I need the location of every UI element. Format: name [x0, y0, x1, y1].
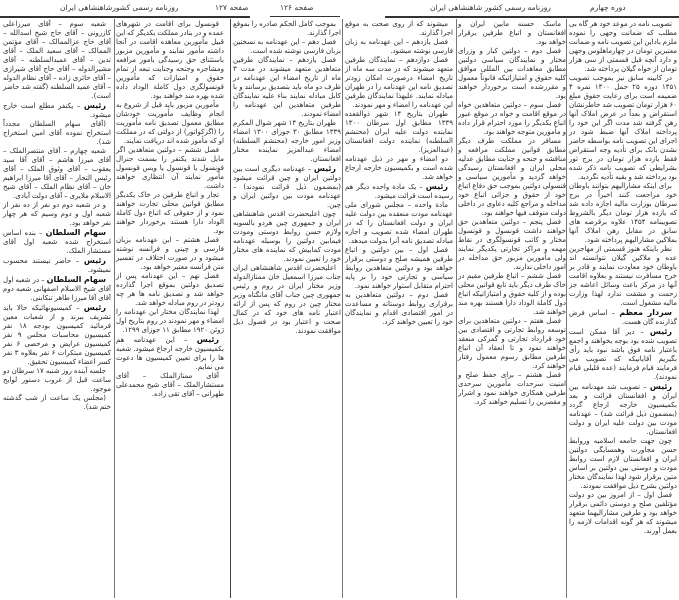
paragraph — [116, 146, 224, 191]
paragraph-text: شعبه چهارم – آقای منتصرالملک – آقای میرزا هاشم – آقای آقا سید یعقوب – آقای وثوق الملک – آقای رئیس التجار – آقای آقا میرزا ابراهیم خان – آقای نظام الملک – آقای شیخ الاسلام ملایری – آقای دولت آبادی. — [3, 147, 111, 200]
paragraph — [233, 264, 341, 336]
paragraph — [3, 394, 111, 412]
paragraph-text: فصل دوازدهم – نمایندگان طرفین متعهد میشوند که در مدت سه ماه از تاریخ امضاء درصورت امکان زودتر تصدیق نامه این عهدنامه را در طهران مبادله نمایند. علیهذا نمایندگان طرفین این عهدنامه را امضاء و مهر نمودند. — [345, 56, 453, 109]
paragraph-text: – کمیسیونهائیکه حالا باید تشریف ببرند و از شعبات معین فرمائید کمیسیون بودجه ۱۸ نفر کمیسیون محاسبات مجلس ۹ نفر کمیسیون عرایض و مرخصی ۶ نفر کمیسیون مبتکرات ۶ نفر بعلاوه ۳ نفر کسر اعضاء کمیسیون تحقیق. — [3, 304, 112, 366]
paragraph-text: فصل یازدهم – نمایندگان طرفین متعاهدین متعهد میشوند در مدت ۳ ماه از تاریخ امضاء این عهدنامه در ظرف دو ماه باید بتصدیق برسانند و با کابل مبادله نمایند بناء علیه نمایندگان طرفین متعاهدین این عهدنامه را امضاء نمودند. — [233, 56, 341, 118]
paragraph — [233, 164, 341, 210]
paragraph — [116, 272, 224, 308]
paragraph — [3, 147, 111, 201]
header-rule — [385, 16, 679, 18]
column-divider — [566, 19, 567, 598]
paragraph-text: فصل اول – بین دولتین و اتباع طرفین همیشه صلح و دوستی برقرار خواهد بود و دولتین متعاهدین روابط سیاسی و تجارتی خود را بر پایه احترام متقابل استوار خواهند نمود. — [345, 246, 453, 290]
paragraph — [569, 20, 677, 74]
paragraph-text: لهذا نمایندگان مختار این عهدنامه را امضاء و مهر نمودند در روم بتاریخ اول ژوئن ۱۹۲۰ مطابق ۱۱ جوزای ۱۲۹۹. — [116, 308, 224, 334]
header-rule — [0, 16, 250, 18]
speaker-name: رئیس — [649, 327, 672, 336]
article-column — [345, 20, 453, 327]
paragraph — [458, 218, 566, 272]
paragraph — [569, 74, 677, 182]
paragraph-text: مادة واحده – مجلس شورای ملی عهدنامه مودت منعقده بین دولت علیه ایران و دولت افغانستان را که در طهران امضاء شده تصویب و اجازه مبادله تصدیق نامه آنرا بدولت میدهد. — [345, 201, 453, 245]
paragraph-text: – یک مادة واحده دیگر هم رسیده است قرائت میشود. — [345, 183, 453, 200]
paragraph — [3, 275, 111, 303]
page-divider — [230, 19, 231, 598]
paragraph — [458, 272, 566, 317]
paragraph-text: در کابینه سابق نیز بموجب تصویب ۱۴۵۱ دوره ۲۵ حمل ۱۳۰۰ نمره ۴ ضمیمه است برای رعایت حقوق مبلغ ۶۰ هزار تومان تصویب شد خاطرنشان استقراض و بعداً در عرض املاک آنها رهن گرفته شد مدت اگر این خود را پرداخته املاک آنها ضبط شود در اجرای این تصویب نامه بواسطه حاضر نشدن بانک برای تأدیه وجه استقراض فقط یازده هزار تومان در برج ثور بشرایطی که تصویب نامه ذکر شده بود پرداخته شد و بقیه تأدیه نگردید. — [569, 74, 677, 181]
paragraph-text: چون اعلیحضرت اقدس شاهنشاهی ایران و جمهوری چین هردو بالسویه ولازم حسن روابط دوستی ومودت فیمابین دولتین را بوسیله عهدنامه مودت کمابیش که نماینده های مختار خود را تعیین نمودند. — [233, 210, 341, 263]
paragraph — [116, 335, 224, 372]
paragraph — [569, 382, 677, 437]
paragraph — [116, 236, 224, 272]
paragraph-text: فصل هشتم – برای حفظ صلح و امنیت سرحدات مأمورین سرحدی طرفین همکاری خواهند نمود و اشرار و مقصرین را تسلیم خواهند کرد. — [458, 371, 566, 406]
article-column — [3, 20, 111, 412]
speaker-name: سهام السلطان — [45, 228, 106, 237]
paragraph — [458, 317, 566, 371]
speaker-name: رئیس — [425, 182, 448, 191]
paragraph-text: برای اینکه مشارالیهم بتوانند باوطان خود مراجعت کنند اخیراً در برج سرطان بوزارت مالیه اجازه داده شد که یازده هزار تومان دیگر بالشروط تصویبنامه ۱۴۵۴ علاوه برقرضه های سابق در مقابل رهن املاک آنها بملاکین مشارالیهم پرداخته شود. — [569, 182, 677, 244]
paragraph-text: فصل دوم – دولتین متعاهدین به برقراری روابط دوستانه و مساعدت در امور اقتصادی اقدام و نمایندگان خود را تعیین خواهند کرد. — [345, 291, 453, 326]
column-divider — [456, 19, 457, 598]
paragraph — [345, 155, 453, 182]
paragraph-text: شعبه سوم – آقای میرزاعلی کازرونی – آقای حاج شیخ اسدالله – آقای حاج عزالممالک – آقای مؤتمن الممالک – آقای سعید الملک – آقای تدین – آقای عمیدالسلطنه – آقای مشیرالدوله – آقای حاج آقای شیرازی – آقای حائری زاده – آقای نظام الدوله – آقای عمید السلطنه (گفته شد حاضر است). — [3, 20, 111, 100]
paragraph-text: و در شعبه دوم دو نفر از ده نفر از شعبه اول و دوم وسیم که هر چهار نفر خواهد بود. — [3, 201, 111, 227]
paragraph-text: اعلیحضرت اقدس شاهنشاهی ایران جناب میرزا اسمعیل خان ممتازالدوله وزیر مختار ایران در روم و رئیس جمهوری چین جناب آقای مانگتاه وزیر مختار چین در روم که پس از ارائه اعتبار نامه های خود که در کمال صحت و اعتبار بود در فصول ذیل موافقت نمودند. — [233, 264, 341, 335]
paragraph-text: بموجب کامل الحکم صادره را بموقع اجرا گذارند. — [233, 20, 341, 37]
header-rule — [270, 16, 340, 17]
paragraph — [569, 437, 677, 491]
article-column — [233, 20, 341, 336]
paragraph-text: فصل ششم – اتباع طرفین مقیم در خاک طرف دیگر باید تابع قوانین محلی بوده و از کلیه حقوق و امتیازاتیکه اتباع دول کاملة الوداد دارا هستند بهره مند خواهند شد. — [458, 272, 566, 316]
paragraph-text: فصل یازدهم – این عهدنامه به زبان فارسی نوشته میشود. — [345, 38, 453, 55]
paragraph — [345, 246, 453, 291]
paragraph — [345, 110, 453, 155]
article-column — [116, 20, 224, 399]
paragraph — [3, 20, 111, 101]
paragraph — [458, 47, 566, 101]
paragraph — [3, 256, 111, 275]
paragraph — [233, 210, 341, 264]
paragraph-text: فصل نهم – این عهدنامه پس از تصدیق دولتین بموقع اجرا گذارده خواهد شد و تصدیق نامه ها هر چه زودتر در روم مبادله خواهد شد. — [116, 272, 224, 307]
paragraph-text: فصل اول – از امروز بین دو دولت مؤتلفین صلح و دوستی دائمی برقرار خواهد بود و طرفین مشارالیهما متعهد میشوند که هر گونه اقدامات لازمه را بعمل آورند. — [569, 491, 677, 535]
paragraph — [3, 303, 111, 367]
paragraph — [458, 137, 566, 218]
paragraph-text: ماسک حسنه مابین ایران و افغانستان و اتباع طرفین برقرار خواهد بود. — [458, 20, 566, 46]
column-divider — [114, 19, 115, 598]
paragraph — [233, 38, 341, 56]
paragraph — [116, 20, 224, 101]
right-page-title: روزنامه رسمی کشور شاهنشاهی ایران — [430, 3, 551, 12]
paragraph — [345, 20, 453, 38]
paragraph-text: فصل هشتم – این عهدنامه بزبان فارسی و چینی و فرانسه نوشته میشود و در صورت اختلاف در تفسیر متن فرانسه معتبر خواهد بود. — [116, 236, 224, 271]
paragraph-text: تصویب نامه در موعد خود هر گاه بی مطلب که ضمانت وجهی را نموده ملزم باداین این تصویب نامه و ضمانت معتبرین تومان در چهارماهلوس وجهی و دارد آنچه قبل قسمتی از سی هزار تومان از خواه گیلان پرداخته شد. — [569, 20, 677, 73]
paragraph — [116, 308, 224, 335]
paragraph — [458, 20, 566, 47]
paragraph — [116, 191, 224, 236]
paragraph-text: تجار و اتباع طرفین در خاک یکدیگر مطابق قوانین محلی تجارت خواهند نمود و از حقوقی که اتباع دول کاملة الوداد دارا هستند برخوردار خواهند بود. — [116, 191, 224, 235]
paragraph — [458, 371, 566, 407]
paragraph-text: – عهدنامه دیگری است بین دولتین ایران و چین قرائت میشود (بمضمون ذیل قرائت نمودند) – عهدنامه مودت بین دولتین ایران و چین. — [233, 165, 341, 209]
paragraph-text: چون جهت جامعه اسلامیه وروابط حسن مجاورت وهمسایگی دولتین ایران و افغانستان لازم است روابط مودت و دوستی بین دولتین بر اساس متین برقرار شود لهذا نمایندگان مختار دولتین بشرح ذیل موافقت نمودند. — [569, 437, 677, 490]
paragraph — [3, 120, 111, 147]
paragraph-text: – دیر آقا ممکن است تصویب شده بود بوجه بخواهند و اجمع باعتبار نامه فوق باشد نبود باید رأی بگیریم آقایانیکه که تصویب می فرمایند قیام فرمایند (عده قلیلی قیام نمودند). — [569, 328, 677, 381]
speaker-name: رئیس — [196, 335, 219, 344]
paragraph — [233, 20, 341, 38]
paragraph-text: – در شعبه اول آقای شیخ الاسلام اصفهانی شعبه دوم آقای آقا میرزا طاهر تنکابنی. — [3, 276, 111, 302]
paragraph-text: آقای ممتازالملک – آقای مستشارالملک – آقای شیخ محمدعلی طهرانی – آقای تقی زاده. — [116, 372, 224, 398]
paragraph — [116, 372, 224, 399]
paragraph-text: فصل پنجم – دولتین متعاهدین حق خواهند داشت قونسول و قونسول مختار و کاتب قونسولگری در نقاط مهمه و مراکز تجارتی یکدیگر نمایند ولی مأمورین مزبور حق مداخله در امور داخلی ندارند. — [458, 218, 566, 271]
right-page-number: صفحه ۱۲۶ — [280, 3, 314, 12]
paragraph-text: – بنده اساس استخراج شده شعبه اول آقای مستشار الملک. — [3, 229, 111, 255]
paragraph-text: – یکنفر مطلع است خارج میشود. — [3, 102, 111, 119]
paragraph — [345, 291, 453, 327]
speaker-name: رئیس — [83, 101, 106, 110]
paragraph — [458, 101, 566, 137]
paragraph-text: طهران بتاریخ ۱۴ شهر ذوالقعده ۱۳۳۹ مطابق اول سرطان ۱۳۰۰ نماینده دولت علیه ایران (محتشم السلطنه) نماینده دولت افغانستان (عبدالعزیز). — [345, 110, 453, 154]
paragraph — [569, 491, 677, 536]
paragraph-text: – حاضر نیستند محسوب نمیشود. — [3, 257, 111, 274]
paragraph — [3, 101, 111, 120]
paragraph — [116, 101, 224, 146]
paragraph — [345, 182, 453, 201]
paragraph — [569, 308, 677, 327]
paragraph-text: جلسه آینده روز شنبه ۱۷ سرطان دو ساعت قبل از غروب دستور لوایح موجود. — [3, 367, 111, 393]
paragraph-text: (مجلس یک ساعت از شب گذشته ختم شد). — [3, 394, 111, 411]
paragraph-text: فصل دوم – دولتین کبار و وزرای مختار و نمایندگان سیاسی دولتین مطابق معاهدات بین المللی موافق کلیه حقوق و امتیازاتیکه قانوناً معمول و مقررشده است برخوردار خواهند بود. — [458, 47, 566, 100]
speaker-name: رئیس — [649, 382, 672, 391]
paragraph — [569, 182, 677, 245]
speaker-name: سهام السلطان — [46, 275, 106, 284]
paragraph-text: – این عهدنامه هم بکمیسیون خارجه ارجاع میشود. شعبه ها را برای تعیین کمیسیون ها دعوت می نمایم. — [116, 336, 224, 371]
paragraph-text: مسافر در مملکت طرف دیگر مطابق قوانین مملکت مرافعه و مناقشه و جنحه و جنایت مطابق عدلیه محلی ایران و افغانستان رسیدگی خواهد گردید و مأمورین سیاسی و قنسولی دولتین بموجب حق دفاع اتباع خود از حقوق و جزائی اتباع خود مداخله و مراجع کلیه دعاوی در داخلی دولت متوقف فیها خواهند بود. — [458, 137, 566, 217]
paragraph — [3, 228, 111, 256]
paragraph — [345, 201, 453, 246]
column-divider — [342, 19, 343, 598]
paragraph — [3, 367, 111, 394]
paragraph — [569, 327, 677, 382]
paragraph-text: فصل سوم – دولتین متعاهدین خواه در موقع اقامت و خواه در موقع عبور اتباع یکدیگر را مورد احترام قرار داده و مأمورین متوجه خواهند بود. — [458, 101, 566, 136]
paragraph-text: مأمورین مزبور باید قبل از شروع به انجام وظایف مأموریت خودشان مطابق معمول تصدیق نامه مأموریت را (اگزکواتور) از دولتی که در مملکت او که مأمور شده اند دریافت نمایند. — [116, 101, 224, 145]
paragraph — [233, 119, 341, 164]
paragraph — [569, 245, 677, 308]
left-page-title: روزنامه رسمی کشورشاهنشاهی ایران — [60, 3, 179, 12]
paragraph-text: فصل دهم – این عهدنامه به نسختین بزبان فارسی نوشته شده است. — [233, 38, 341, 55]
paragraph-text: فصل ششم – دولتین متعاهدین اگر مایل شدند یکنفر را بسمت جنرال قونسول یا قونسول یا ویس قونسول مأمور نمایند آن انتظاری خواهند داشت. — [116, 146, 224, 190]
speaker-name: رئیس — [83, 303, 106, 312]
article-column — [458, 20, 566, 407]
issue-label: دوره چهارم — [590, 3, 626, 12]
paragraph-text: فصل هفتم – دولتین متعاهدین برای توسعه روابط تجارتی و اقتصادی بین خود قرارداد تجارتی و گمرکی منعقد خواهند نمود و تا انعقاد آن اتباع طرفین مطابق رسوم معمول رفتار خواهند کرد. — [458, 317, 566, 370]
article-column — [569, 20, 677, 536]
paragraph — [233, 56, 341, 119]
paragraph-text: میشوند که از روی صحت به موقع اجرا گذارند. — [345, 20, 453, 37]
paragraph-text: نظر باینکه هنوز قسمتی از مهاجرین عده و ملاکین گیلان نتوانسته اند باوطان خود معاودت نمایند و قادر بر خرج مسافرت نیستند و بعلاوه اقامت آنها در مرکز باعث وسائل اعاشه جز زحمت و مشقت ندارد لهذا وزارت مالیه مشغول است. — [569, 245, 677, 307]
speaker-name: رئیس — [83, 256, 106, 265]
paragraph — [345, 38, 453, 56]
paragraph-text: طهران بتاریخ ۱۴ شهر شوال المکرم ۱۳۳۹ مطابق ۳۰ جوزای ۱۳۰۰ امضاء وزیر امور خارجه (محتشم السلطنه) امضاء عبدالعزیز نماینده مختار افغانستان. — [233, 119, 341, 163]
paragraph-text: دو امضاء و مهر در ذیل عهدنامه شده است و بکمیسیون خارجه ارجاع خواهد شد. — [345, 155, 453, 181]
left-page-number: صفحه ۱۲۷ — [215, 3, 249, 12]
paragraph-text: – اساس فرض گذارنده گان هست. — [569, 309, 677, 326]
paragraph-text: (آقای سهام السلطان مجدداً استخراج نموده آقای امین استخراج شد). — [3, 120, 111, 146]
paragraph — [345, 56, 453, 110]
speaker-name: رئیس — [313, 164, 336, 173]
paragraph-text: قونسول برای اقامت در شهرهای عمده و در بنادر مملکت یکدیگر که این قبیل مأمورین معاهده اقامت در آنجا داشته مأمور نمایند و مأمورین مزبور باستثنای حق رسیدگی بامور مرافعه ومشاجره وجنحه وجنایت تبعه از تمام حقوق و امتیازات که مأمورین قونسولگری دول کاملة الوداد داده شده بهره مند خواهند بود. — [116, 20, 224, 100]
paragraph — [3, 201, 111, 228]
speaker-name: سردار معظم — [619, 308, 672, 317]
paragraph-text: – تصویب شد مهدنامه بین ایران و افغانستان قرائت و بعد بکمیسیون خارجه ارجاع گردد (بمضمون ذیل قرائت شد) – عهدنامه مودت بین دولت علیه ایران و دولت افغانستان. — [569, 383, 677, 436]
